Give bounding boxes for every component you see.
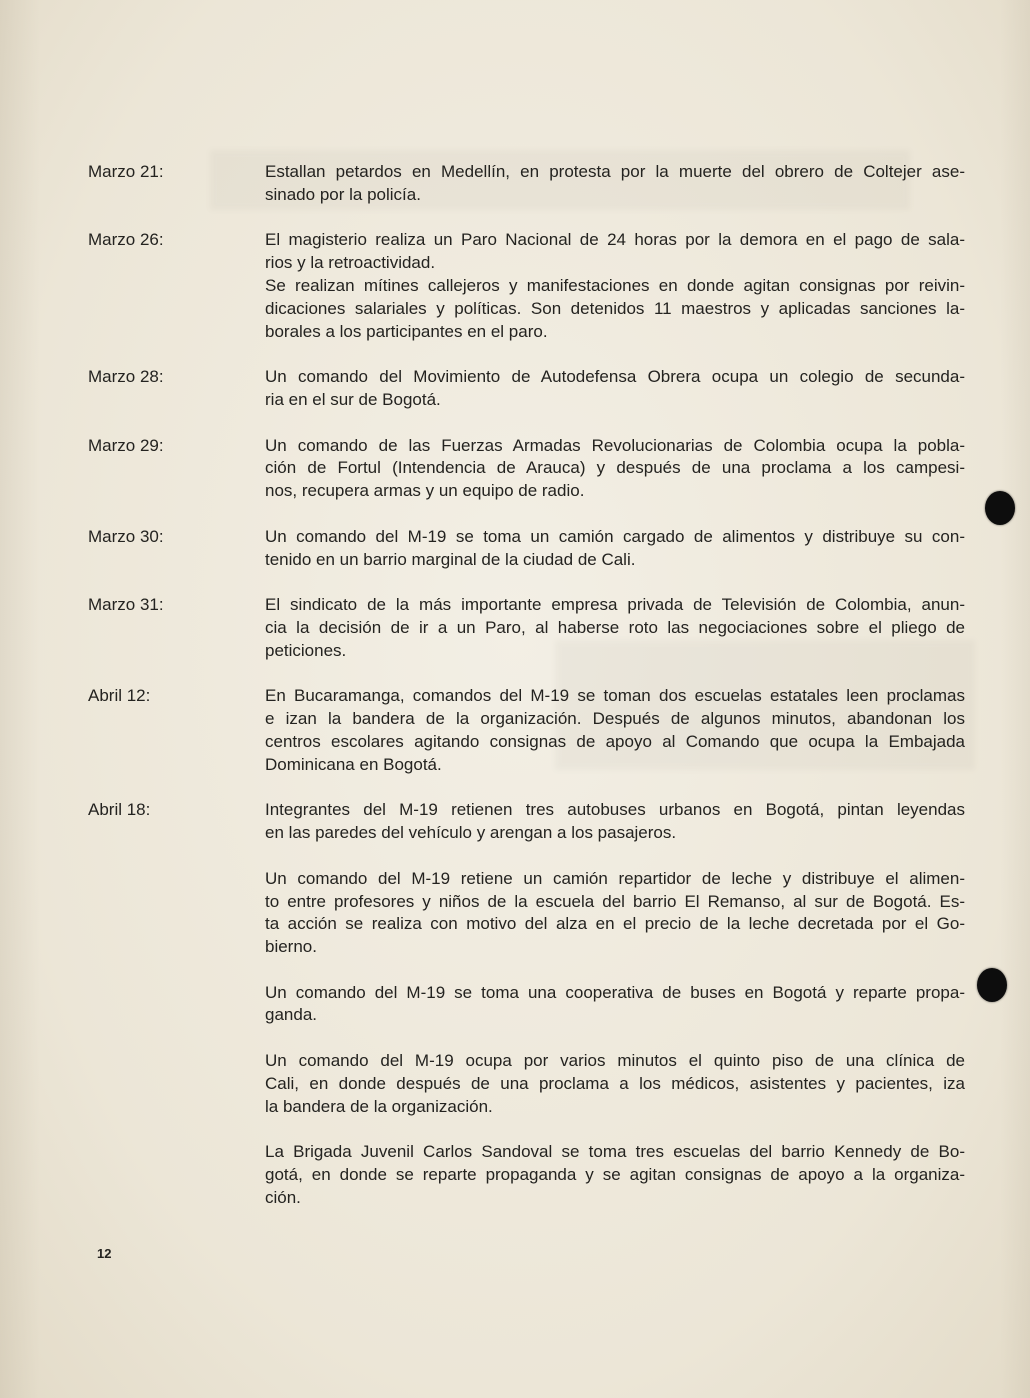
text-line: dicaciones salariales y políticas. Son detenidos 11 maestros y aplicadas sanciones la- (265, 298, 965, 318)
text-line: Cali, en donde después de una proclama a los médicos, asistentes y pacientes, iza (265, 1073, 965, 1093)
text-line: borales a los participantes en el paro. (265, 321, 548, 341)
entry-paragraph (265, 161, 965, 207)
text-line: ta acción se realiza con motivo del alza en el precio de la leche decretada por el Go- (265, 914, 965, 934)
entry-date: Marzo 28: (88, 367, 164, 387)
entry-body (265, 685, 965, 776)
entry-paragraph (265, 366, 965, 412)
chronology-entry (88, 685, 965, 776)
text-line: Un comando del M-19 se toma una cooperativa de buses en Bogotá y reparte propa- (265, 982, 965, 1002)
text-line: ción. (265, 1187, 301, 1207)
punch-hole (985, 491, 1015, 525)
text-line: El sindicato de la más importante empresa privada de Televisión de Colombia, anun- (265, 595, 965, 615)
chronology-entry (88, 161, 965, 207)
entry-body (265, 435, 965, 503)
text-line: Se realizan mítines callejeros y manifestaciones en donde agitan consignas por reivin- (265, 275, 965, 295)
entry-body (265, 161, 965, 207)
text-line: La Brigada Juvenil Carlos Sandoval se toma tres escuelas del barrio Kennedy de Bo- (265, 1142, 965, 1162)
text-line: tenido en un barrio marginal de la ciudad de Cali. (265, 549, 636, 569)
entry-paragraph (265, 982, 965, 1028)
text-line: ganda. (265, 1005, 317, 1025)
entry-paragraph (265, 1141, 965, 1209)
entry-paragraph (265, 868, 965, 959)
chronology-entry (88, 799, 965, 1209)
chronology-entry (88, 435, 965, 503)
text-line: to entre profesores y niños de la escuela del barrio El Remanso, al sur de Bogotá. Es- (265, 891, 965, 911)
entry-body (265, 366, 965, 412)
text-line: cia la decisión de ir a un Paro, al haberse roto las negociaciones sobre el pliego de (265, 617, 965, 637)
chronology-entry (88, 366, 965, 412)
entry-body (265, 229, 965, 343)
text-line: bierno. (265, 937, 317, 957)
page-number: 12 (97, 1246, 112, 1261)
entry-body (265, 594, 965, 662)
text-line: rios y la retroactividad. (265, 253, 436, 273)
chronology-list (88, 161, 965, 1232)
entry-date: Abril 18: (88, 800, 151, 820)
text-line: Un comando del M-19 retiene un camión repartidor de leche y distribuye el alimen- (265, 868, 965, 888)
entry-date: Marzo 31: (88, 595, 164, 615)
text-line: Un comando del M-19 ocupa por varios minutos el quinto piso de una clínica de (265, 1051, 965, 1071)
text-line: centros escolares agitando consignas de apoyo al Comando que ocupa la Embajada (265, 731, 965, 751)
text-line: gotá, en donde se reparte propaganda y se agitan consignas de apoyo a la organiza- (265, 1165, 965, 1185)
text-line: peticiones. (265, 640, 347, 660)
entry-paragraph (265, 685, 965, 776)
text-line: El magisterio realiza un Paro Nacional de 24 horas por la demora en el pago de sala- (265, 230, 965, 250)
text-line: la bandera de la organización. (265, 1096, 493, 1116)
text-line: Dominicana en Bogotá. (265, 754, 442, 774)
chronology-entry (88, 594, 965, 662)
text-line: En Bucaramanga, comandos del M-19 se toman dos escuelas estatales leen proclamas (265, 686, 965, 706)
entry-paragraph (265, 799, 965, 845)
text-line: Integrantes del M-19 retienen tres autobuses urbanos en Bogotá, pintan leyendas (265, 800, 965, 820)
punch-hole (977, 968, 1007, 1002)
entry-body (265, 526, 965, 572)
entry-date: Marzo 29: (88, 435, 164, 455)
entry-paragraph (265, 435, 965, 503)
text-line: en las paredes del vehículo y arengan a los pasajeros. (265, 823, 677, 843)
text-line: ción de Fortul (Intendencia de Arauca) y después de una proclama a los campesi- (265, 458, 965, 478)
text-line: Un comando de las Fuerzas Armadas Revolucionarias de Colombia ocupa la pobla- (265, 435, 965, 455)
text-line: sinado por la policía. (265, 184, 421, 204)
text-line: Un comando del M-19 se toma un camión cargado de alimentos y distribuye su con- (265, 526, 965, 546)
entry-date: Marzo 26: (88, 230, 164, 250)
entry-date: Marzo 30: (88, 526, 164, 546)
text-line: nos, recupera armas y un equipo de radio. (265, 481, 585, 501)
text-line: ria en el sur de Bogotá. (265, 389, 441, 409)
entry-paragraph (265, 1050, 965, 1118)
text-line: e izan la bandera de la organización. Después de algunos minutos, abandonan los (265, 709, 965, 729)
entry-paragraph (265, 229, 965, 275)
entry-body (265, 799, 965, 1209)
entry-paragraph (265, 594, 965, 662)
text-line: Un comando del Movimiento de Autodefensa Obrera ocupa un colegio de secunda- (265, 367, 965, 387)
text-line: Estallan petardos en Medellín, en protesta por la muerte del obrero de Coltejer ase- (265, 162, 965, 181)
entry-paragraph (265, 526, 965, 572)
chronology-entry (88, 229, 965, 343)
entry-date: Marzo 21: (88, 162, 164, 181)
entry-paragraph (265, 275, 965, 343)
entry-date: Abril 12: (88, 686, 151, 706)
chronology-entry (88, 526, 965, 572)
